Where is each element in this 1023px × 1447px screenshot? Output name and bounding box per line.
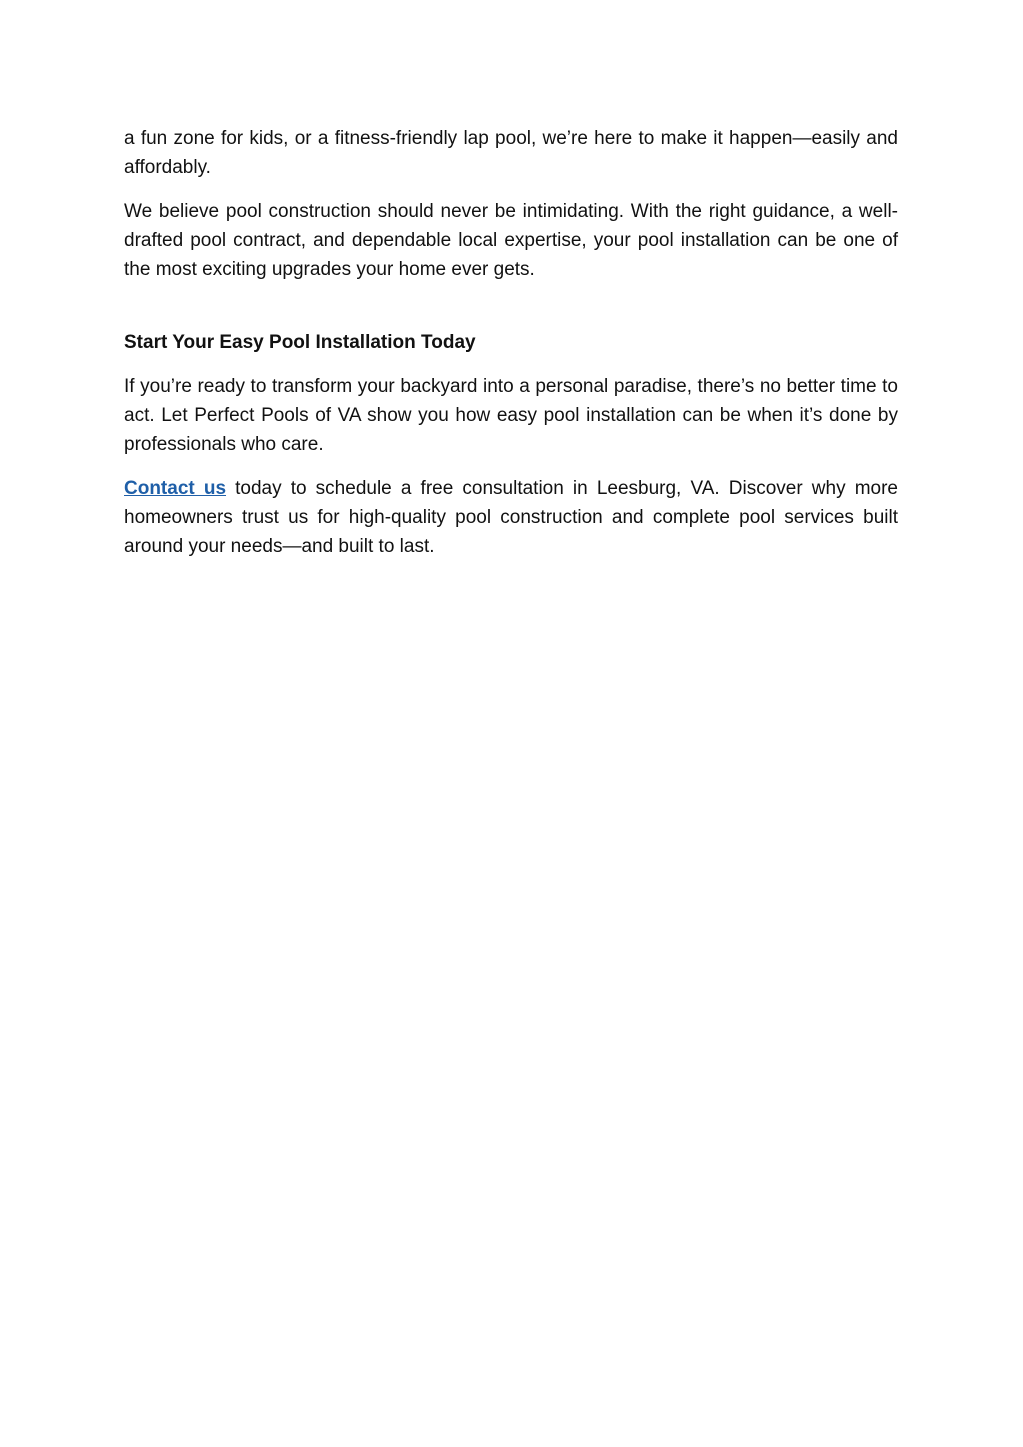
intro-paragraph-continued: a fun zone for kids, or a fitness-friendly lap pool, we’re here to make it happen—easily and affordably. — [124, 128, 898, 179]
pool-construction-paragraph: We believe pool construction should never be intimidating. With the right guidance, a well-drafted pool contract, and dependable local expertise, your pool installation can be one of the most exciting upgrades your home ever gets. — [124, 200, 898, 281]
contact-paragraph — [124, 474, 898, 562]
contact-us-link[interactable]: Contact us — [124, 477, 227, 499]
section-heading: Start Your Easy Pool Installation Today — [124, 332, 476, 354]
document-body — [124, 124, 898, 576]
contact-paragraph-text: today to schedule a free consultation in Leesburg, VA. Discover why more homeowners trust us for high-quality pool construction and complete pool services built around your needs—and built to last. — [124, 477, 898, 558]
transform-backyard-paragraph: If you’re ready to transform your backyard into a personal paradise, there’s no better time to act. Let Perfect Pools of VA show you how easy pool installation can be when it’s done by professionals who care. — [124, 375, 898, 456]
